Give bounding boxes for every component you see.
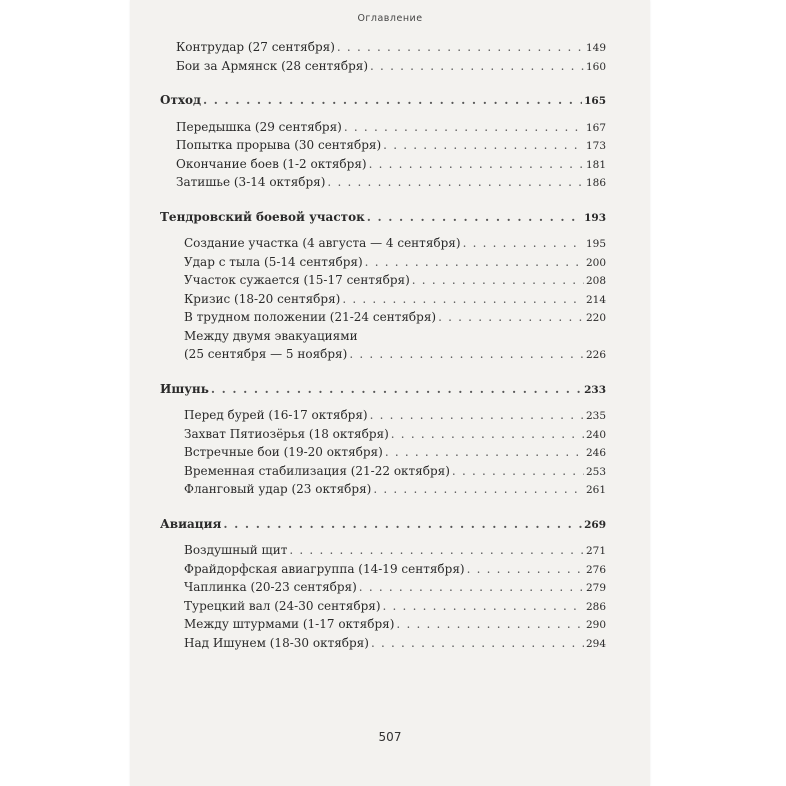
toc-entry-title: Контрудар (27 сентября) [176, 40, 335, 54]
toc-entry-title: Попытка прорыва (30 сентября) [176, 138, 382, 152]
toc-entry[interactable] [160, 560, 606, 579]
toc-entry[interactable] [160, 615, 606, 634]
dot-leader [367, 208, 582, 226]
toc-entry-title: Временная стабилизация (21-22 октября) [184, 463, 450, 478]
toc-chapter-page: 165 [584, 95, 606, 107]
toc-chapter[interactable] [160, 380, 606, 399]
toc-entry-title: Встречные бои (19-20 октября) [184, 445, 383, 459]
toc-entry-page: 214 [585, 293, 606, 306]
dot-leader [289, 541, 584, 559]
toc-entry-title: Захват Пятиозёрья (18 октября) [184, 426, 389, 441]
dot-leader [211, 380, 582, 398]
toc-entry-page: 261 [585, 484, 606, 496]
toc-entry-title: Фланговый удар (23 октября) [184, 482, 372, 496]
toc-entry-title: Кризис (18-20 сентября) [184, 291, 341, 306]
toc-entry-page: 271 [585, 545, 606, 557]
toc-entry-page: 208 [585, 275, 606, 287]
toc-entry-title: В трудном положении (21-24 сентября) [184, 310, 437, 324]
dot-leader [452, 462, 584, 480]
dot-leader [391, 425, 584, 443]
toc-entry-page: 173 [585, 140, 606, 152]
dot-leader [396, 615, 584, 633]
toc-chapter-page: 269 [584, 518, 606, 531]
toc-entry[interactable] [160, 462, 606, 481]
toc-entry[interactable] [160, 155, 606, 174]
toc-entry-page: 167 [585, 121, 606, 134]
toc-entry[interactable] [160, 597, 606, 616]
page-number: 507 [378, 730, 402, 744]
toc-entry-title: Между штурмами (1-17 октября) [184, 617, 395, 631]
toc-entry[interactable] [160, 480, 606, 499]
book-page [130, 0, 650, 786]
toc-entry[interactable] [160, 234, 606, 253]
toc-entry[interactable] [160, 38, 606, 57]
toc-chapter[interactable] [160, 91, 606, 110]
toc-entry-page: 290 [585, 619, 606, 631]
toc-entry-page: 160 [585, 60, 606, 73]
toc-chapter-page: 193 [584, 211, 606, 224]
toc-entry[interactable] [160, 345, 606, 364]
toc-entry-page: 186 [585, 177, 606, 189]
toc-entry[interactable] [160, 443, 606, 462]
toc-entry[interactable] [160, 271, 606, 290]
toc-chapter[interactable] [160, 208, 606, 227]
toc-entry-title: Бои за Армянск (28 сентября) [176, 58, 369, 73]
toc-entry-page: 276 [585, 563, 606, 576]
toc-entry-page: 181 [585, 158, 606, 171]
toc-entry-page: 246 [585, 447, 606, 459]
toc-entry-title: Воздушный щит [184, 543, 288, 557]
toc-entry-page: 253 [585, 465, 606, 478]
toc-entry-title: Передышка (29 сентября) [176, 119, 342, 134]
toc-chapter-title: Тендровский боевой участок [160, 209, 365, 224]
toc-chapter[interactable] [160, 515, 606, 534]
toc-entry-title: Затишье (3-14 октября) [176, 175, 326, 189]
toc-entry-title: Участок сужается (15-17 сентября) [184, 273, 410, 287]
toc-entry-title: Перед бурей (16-17 октября) [184, 408, 368, 422]
toc-entry-page: 226 [585, 349, 606, 361]
dot-leader [385, 443, 584, 461]
toc-entry-title: (25 сентября — 5 ноября) [184, 347, 348, 361]
toc-chapter-page: 233 [584, 383, 606, 396]
toc-entry-page: 220 [585, 312, 606, 324]
dot-leader [223, 515, 582, 533]
toc-entry[interactable] [160, 118, 606, 137]
table-of-contents [160, 38, 606, 652]
toc-entry[interactable] [160, 406, 606, 425]
toc-entry-page: 200 [585, 256, 606, 269]
toc-entry[interactable] [160, 634, 606, 653]
toc-entry-page: 149 [585, 42, 606, 54]
dot-leader [337, 38, 584, 56]
dot-leader [371, 634, 584, 652]
dot-leader [203, 91, 582, 109]
toc-entry-page: 235 [585, 410, 606, 422]
toc-entry-title: Фрайдорфская авиагруппа (14-19 сентября) [184, 561, 465, 576]
toc-entry[interactable] [160, 253, 606, 272]
dot-leader [365, 253, 584, 271]
dot-leader [369, 155, 584, 173]
dot-leader [349, 345, 584, 363]
dot-leader [342, 290, 584, 308]
dot-leader [370, 406, 584, 424]
toc-entry-title: Удар с тыла (5-14 сентября) [184, 254, 363, 269]
toc-entry-page: 294 [585, 637, 606, 650]
toc-chapter-title: Отход [160, 93, 202, 107]
toc-entry-title: Турецкий вал (24-30 сентября) [184, 598, 381, 613]
dot-leader [373, 480, 584, 498]
toc-entry-title: Окончание боев (1-2 октября) [176, 156, 367, 171]
toc-entry-page: 286 [585, 600, 606, 613]
toc-entry[interactable] [160, 308, 606, 327]
dot-leader [467, 560, 584, 578]
toc-entry-title-line1: Между двумя эвакуациями [184, 328, 358, 343]
toc-chapter-title: Авиация [160, 516, 222, 531]
dot-leader [383, 597, 584, 615]
toc-entry[interactable] [160, 578, 606, 597]
toc-entry-title: Над Ишунем (18-30 октября) [184, 635, 369, 650]
dot-leader [412, 271, 584, 289]
toc-entry[interactable] [160, 425, 606, 444]
toc-entry[interactable] [160, 541, 606, 560]
toc-entry-page: 240 [585, 428, 606, 441]
dot-leader [463, 234, 584, 252]
dot-leader [327, 173, 584, 191]
dot-leader [438, 308, 584, 326]
dot-leader [359, 578, 584, 596]
toc-entry-page: 195 [585, 238, 606, 250]
toc-entry[interactable] [160, 136, 606, 155]
toc-entry-title: Чаплинка (20-23 сентября) [184, 580, 357, 594]
toc-entry[interactable] [160, 290, 606, 309]
toc-entry-page: 279 [585, 582, 606, 594]
dot-leader [370, 57, 584, 75]
dot-leader [344, 118, 584, 136]
toc-entry-title: Создание участка (4 августа — 4 сентября) [184, 236, 461, 250]
dot-leader [383, 136, 584, 154]
toc-entry[interactable] [160, 57, 606, 76]
toc-entry[interactable] [160, 173, 606, 192]
running-head: Оглавление [357, 13, 423, 24]
toc-chapter-title: Ишунь [160, 381, 209, 396]
